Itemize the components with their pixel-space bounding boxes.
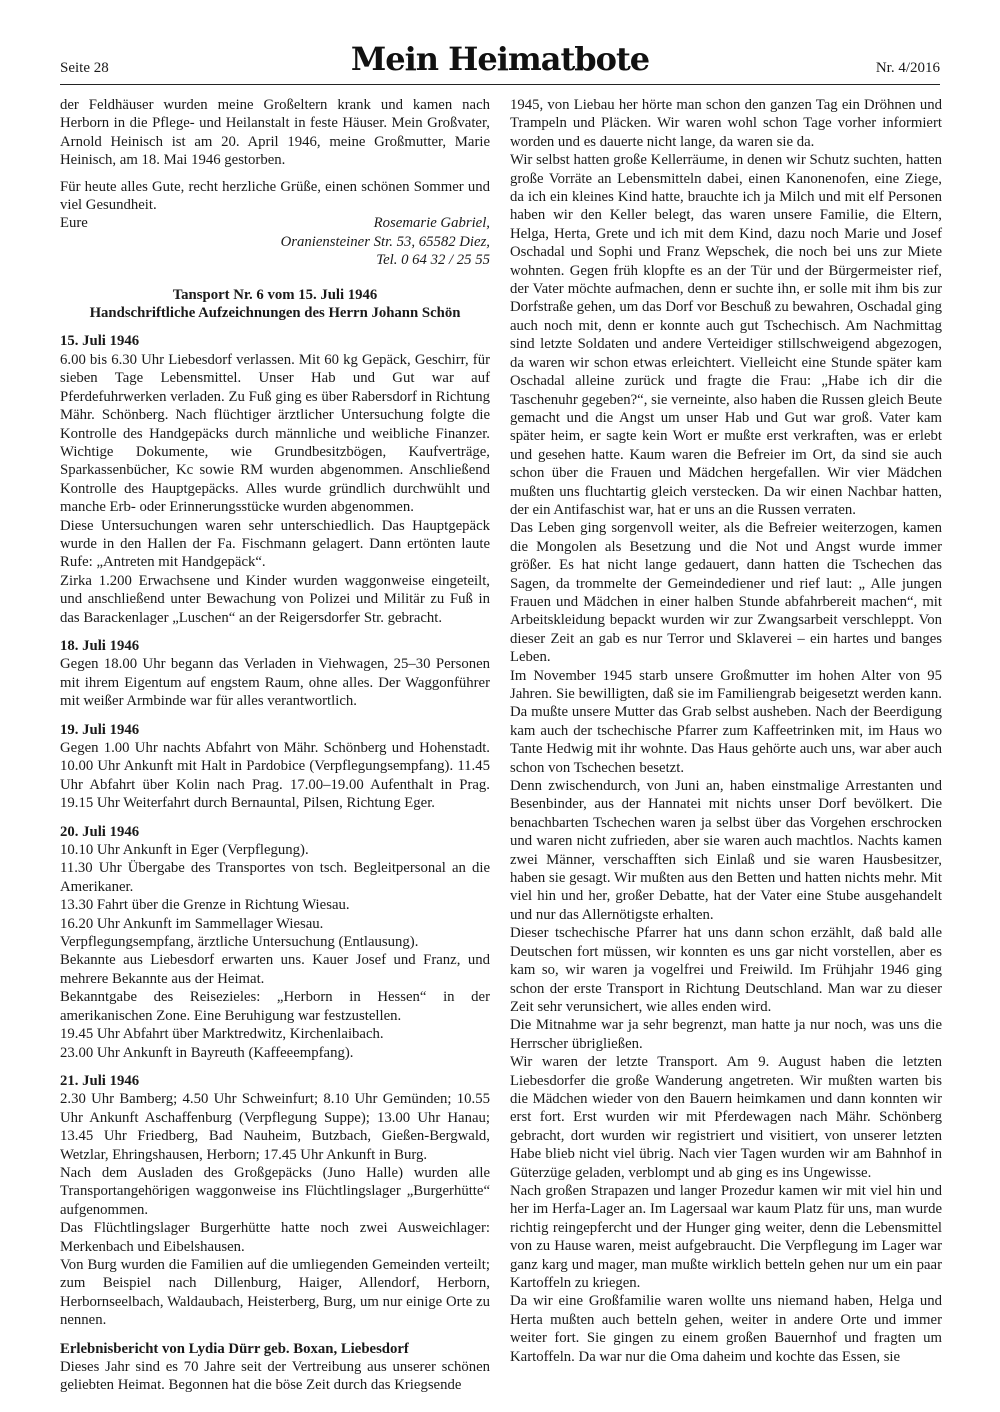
paragraph: Denn zwischendurch, von Juni an, haben einstmalige Arrestanten und Besenbinder, aus der Hannatei mit nichts unser Dorf bevölkert. Die benachbarten Tschechen waren ja selbst über das Vorgehen erschrocken und waren nicht zufrieden, aber sie waren auch machtlos. Nachts kamen zwei Männer, verschafften sich Einlaß und sie waren Hausbesitzer, haben sie gesagt. Wir mußten aus den Betten und hatten nichts mehr. Mit viel hin und her, großer Debatte, hat der Vater eine Stube ausgehandelt und nur das Allernötigste erhalten.: [510, 778, 942, 923]
right-column: [510, 96, 942, 1366]
left-column: [60, 96, 490, 1395]
header-divider: [60, 84, 940, 85]
paragraph: Von Burg wurden die Familien auf die umliegenden Gemeinden verteilt; zum Beispiel nach Dillenburg, Haiger, Allendorf, Herborn, Herbornseelbach, Waldaubach, Heisterberg, Burg, um nur einige Orte zu nennen.: [60, 1256, 490, 1329]
paragraph: Wir waren der letzte Transport. Am 9. August haben die letzten Liebesdorfer die große Wanderung angetreten. Wir mußten warten bis die Mädchen wieder von den Bauern heimkamen und dann konnten wir erst fort. Erst wurden wir mit Pferdewagen nach Mähr. Schönberg gebracht, dort wurden wir registriert und visitiert, von unserer letzten Habe blieb nicht viel übrig. Nach vier Tagen wurden wir am Bahnhof in Güterzüge geladen, verblompt und ab ging es ins Ungewisse.: [510, 1054, 942, 1181]
page-number: Seite 28: [60, 60, 109, 76]
timeline-entry: Verpflegungsempfang, ärztliche Untersuchung (Entlausung).: [60, 934, 419, 951]
timeline-entry: Bekanntgabe des Reisezieles: „Herborn in Hessen“ in der amerikanischen Zone. Eine Beruhigung war festzustellen.: [60, 989, 490, 1024]
paragraph: Das Leben ging sorgenvoll weiter, als die Befreier weiterzogen, kamen die Mongolen als Besetzung und die Not und Angst wurde immer größer. Es hat nicht lange gedauert, dann hatten die Tschechen das Sagen, da trommelte der Gemeindediener und rief laut: „ Alle jungen Frauen und Mädchen in einer halben Stunde abfahrbereit machen“, mit Arbeitskleidung bepackt wurden wir zur Zwangsarbeit verschleppt. Von dieser Zeit an gab es nur Terror und Sklaverei – ein hartes und banges Leben.: [510, 520, 942, 666]
date-heading-18-july: 18. Juli 1946: [60, 637, 140, 654]
paragraph: Gegen 1.00 Uhr nachts Abfahrt von Mähr. Schönberg und Hohenstadt. 10.00 Uhr Ankunft mit Halt in Pardobice (Verpflegungsempfang). 11.45 Uhr Abfahrt über Kolin nach Prag. 17.00–19.00 Aufenthalt in Prag. 19.15 Uhr Weiterfahrt durch Bernauntal, Pilsen, Richtung Eger.: [60, 740, 490, 812]
closing-word: Eure: [60, 215, 88, 232]
timeline-entry: Bekannte aus Liebesdorf erwarten uns. Kauer Josef und Franz, und mehrere Bekannte aus der Heimat.: [60, 952, 490, 987]
greeting-paragraph: Für heute alles Gute, recht herzliche Grüße, einen schönen Sommer und viel Gesundheit.: [60, 178, 490, 214]
timeline-entry: 13.30 Fahrt über die Grenze in Richtung Wiesau.: [60, 897, 350, 914]
article-title: Tansport Nr. 6 vom 15. Juli 1946: [172, 286, 378, 303]
issue-number: Nr. 4/2016: [875, 60, 940, 76]
timeline-entry: 19.45 Uhr Abfahrt über Marktredwitz, Kirchenlaibach.: [60, 1026, 384, 1043]
timeline-entry: 16.20 Uhr Ankunft im Sammellager Wiesau.: [60, 915, 324, 932]
signature-row: [60, 214, 490, 232]
page-header: [0, 0, 1000, 90]
paragraph: Gegen 18.00 Uhr begann das Verladen in Viehwagen, 25–30 Personen mit ihrem Eigentum auf engstem Raum, ohne alles. Der Waggonführer mit weißer Armbinde war für alles verantwortlich.: [60, 656, 490, 710]
signature-address: Oraniensteiner Str. 53, 65582 Diez,: [280, 233, 490, 250]
paragraph: Zirka 1.200 Erwachsene und Kinder wurden waggonweise eingeteilt, und anschließend unter Bewachung von Polizei und Militär zu Fuß in das Barackenlager „Luschen“ an der Reigersdorfer Str. gebracht.: [60, 572, 490, 626]
signature-phone: Tel. 0 64 32 / 25 55: [376, 252, 490, 269]
date-heading-20-july: 20. Juli 1946: [60, 823, 140, 840]
date-heading-19-july: 19. Juli 1946: [60, 721, 140, 738]
date-heading-15-july: 15. Juli 1946: [60, 333, 140, 350]
date-heading-21-july: 21. Juli 1946: [60, 1072, 140, 1089]
paragraph: Da wir eine Großfamilie waren wollte uns niemand haben, Helga und Herta mußten auch betteln gehen, weiter in andere Orte und immer weiter fort. Sie gingen zu einem großen Bauernhof und fragten um Kartoffeln. Da war nur die Oma daheim und kochte das Essen, sie: [510, 1293, 942, 1365]
timeline-entry: 10.10 Uhr Ankunft in Eger (Verpflegung).: [60, 842, 309, 859]
masthead-logo: Mein Heimatbote: [350, 40, 650, 78]
paragraph: Das Flüchtlingslager Burgerhütte hatte noch zwei Ausweichlager: Merkenbach und Eibelshausen.: [60, 1220, 490, 1255]
timeline-entry: 11.30 Uhr Übergabe des Transportes von tsch. Begleitpersonal an die Amerikaner.: [60, 860, 490, 895]
intro-paragraph: der Feldhäuser wurden meine Großeltern krank und kamen nach Herborn in die Pflege- und Heilanstalt in feste Häuser. Mein Großvater, Arnold Heinisch ist am 20. April 1946, meine Großmutter, Marie Heinisch, am 18. Mai 1946 gestorben.: [60, 97, 490, 169]
report-title: Erlebnisbericht von Lydia Dürr geb. Boxan, Liebesdorf: [60, 1340, 409, 1357]
timeline-entry: 23.00 Uhr Ankunft in Bayreuth (Kaffeeempfang).: [60, 1044, 354, 1061]
paragraph: Dieses Jahr sind es 70 Jahre seit der Vertreibung aus unserer schönen geliebten Heimat. Begonnen hat die böse Zeit durch das Kriegsende: [60, 1359, 490, 1394]
paragraph: Im November 1945 starb unsere Großmutter im hohen Alter von 95 Jahren. Sie bewilligten, daß sie im Familiengrab beigesetzt werden kann. Da mußte unsere Mutter das Grab selbst ausheben. Nach der Beerdigung kam auch der tschechische Pfarrer zum Kaffeetrinken mit, im Haus wo Tante Hedwig mit ihr wohnte. Das Haus gehörte auch uns, war aber auch schon von Tschechen besetzt.: [510, 667, 942, 776]
paragraph: 1945, von Liebau her hörte man schon den ganzen Tag ein Dröhnen und Trampeln und Pläcken. Wir waren wohl schon Tage vorher informiert worden und es dauerte nicht lange, da waren sie da.: [510, 97, 942, 150]
paragraph: Wir selbst hatten große Kellerräume, in denen wir Schutz suchten, hatten große Vorräte an Lebensmitteln dabei, einen Kanonenofen, eine Ziege, da ich ein kleines Kind hatte, brauchte ich ja Milch und mit elf Personen haben wir den Keller belegt, das waren unsere Familie, die Eltern, Helga, Herta, Grete und ich mit dem Kind, dazu noch Marie und Josef Oschadal und Sophi und Franz Wepschek, die noch bei uns zur Miete wohnten. Gegen früh klopfte es an der Tür und der Bürgermeister rief, der Vater möchte aufmachen, denn er suchte ihn, er solle mit ihm bis zur Dorfstraße gehen, um das Dorf vor Beschuß zu bewahren, Oschadal ging auch noch mit, denn er konnte auch gut Tschechisch. Am Nachmittag sind letzte Soldaten und andere Verteidiger stillschweigend abgezogen, da waren wir schon etwas erleichtert. Vielleicht eine Stunde später kam Oschadal alleine zurück und fragte die Frau: „Habe ich dir die Taschenuhr gegeben?“, sie verneinte, also haben die Russen gleich Beute gemacht und die Angst um unser Hab und Gut war groß. Vater kam später heim, er sagte kein Wort er mußte erst verkraften, was er erlebt und gesehen hatte. Kaum waren die Befreier im Ort, da sind sie auch schon über die Frauen und Mädchen hergefallen. Wir vier Mädchen mußten uns fluchtartig gleich verstecken. Da wir einen Nachbar hatten, der ein Antifaschist war, hat er uns an die Russen verraten.: [510, 152, 942, 518]
paragraph: Dieser tschechische Pfarrer hat uns dann schon erzählt, daß bald alle Deutschen fort müssen, wir konnten es uns gar nicht vorstellen, aber es kam so, wir waren ja vogelfrei und Freiwild. Im Frühjahr 1946 ging schon der erste Transport in Richtung Deutschland. Man war zu dieser Zeit sehr verunsichert, wie alles enden wird.: [510, 925, 942, 1015]
signature-name: Rosemarie Gabriel,: [373, 215, 490, 232]
paragraph: 2.30 Uhr Bamberg; 4.50 Uhr Schweinfurt; 8.10 Uhr Gemünden; 10.55 Uhr Ankunft Aschaffenburg (Verpflegung Suppe); 13.00 Uhr Hanau; 13.45 Uhr Friedberg, Bad Nauheim, Butzbach, Gießen-Bergwald, Wetzlar, Ehringshausen, Herborn; 17.45 Uhr Ankunft in Burg.: [60, 1091, 490, 1163]
paragraph: Die Mitnahme war ja sehr begrenzt, man hatte ja nur noch, was uns die Herrscher übrigließen.: [510, 1017, 942, 1052]
paragraph: 6.00 bis 6.30 Uhr Liebesdorf verlassen. Mit 60 kg Gepäck, Geschirr, für sieben Tage Lebensmittel. Unser Hab und Gut war auf Pferdefuhrwerken verladen. Zu Fuß ging es über Rabersdorf in Richtung Mähr. Schönberg. Nach flüchtiger ärztlicher Untersuchung folgte die Kontrolle des Handgepäcks durch männliche und weibliche Finanzer. Wichtige Dokumente, wie Grundbesitzbögen, Kaufverträge, Sparkassenbücher, Kc sowie RM wurden abgenommen. Anschließend Kontrolle des Hauptgepäcks. Alles wurde gründlich durchwühlt und manche Erb- oder Erinnerungsstücke wurden abgenommen.: [60, 351, 490, 516]
paragraph: Diese Untersuchungen waren sehr unterschiedlich. Das Hauptgepäck wurde in den Hallen der Fa. Fischmann gelagert. Dann ertönten laute Rufe: „Antreten mit Handgepäck“.: [60, 517, 490, 571]
article-subtitle: Handschriftliche Aufzeichnungen des Herrn Johann Schön: [89, 305, 461, 322]
paragraph: Nach dem Ausladen des Großgepäcks (Juno Halle) wurden alle Transportangehörigen waggonweise ins Flüchtlingslager „Burgerhütte“ aufgenommen.: [60, 1164, 490, 1218]
paragraph: Nach großen Strapazen und langer Prozedur kamen wir mit viel hin und her im Herfa-Lager an. Im Lagersaal war kaum Platz für uns, man wurde richtig reingepfercht und der Hunger ging weiter, denn die Lebensmittel von zu Hause waren, meist aufgebraucht. Die Verpflegung im Lager war ganz karg und mager, man mußte wirklich betteln gehen nur um ein paar Kartoffeln zu kriegen.: [510, 1182, 942, 1291]
